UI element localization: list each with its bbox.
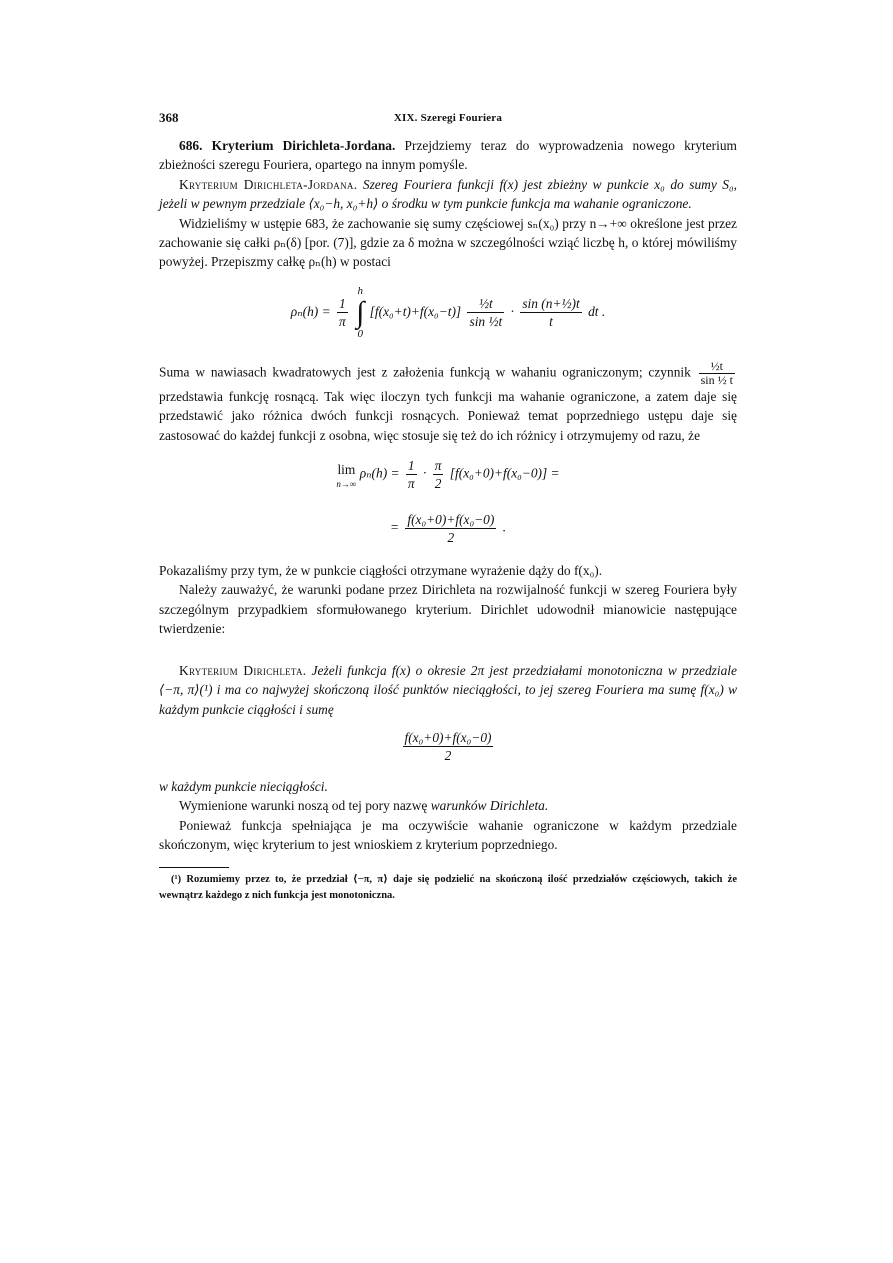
eq1-coef-denominator: π bbox=[339, 314, 346, 330]
eq2-expression: ρₙ(h) = bbox=[359, 465, 400, 481]
eq2-a-numerator: 1 bbox=[406, 457, 417, 475]
para5-text: Wymienione warunki noszą od tej pory nazwę bbox=[179, 798, 428, 814]
equation-rho-integral bbox=[159, 286, 737, 348]
paragraph-dirichlet-conditions bbox=[159, 796, 737, 815]
para2-text-a: Suma w nawiasach kwadratowych jest z założenia funkcją w wahaniu ograniczonym; czynnik bbox=[159, 364, 691, 380]
eq3-tail: . bbox=[502, 519, 507, 535]
eq2-a-denominator: π bbox=[407, 476, 415, 492]
criterion2-ending bbox=[159, 777, 737, 796]
paragraph-dirichlet-note: Należy zauważyć, że warunki podane przez Dirichleta na rozwijalność funkcji w szereg Fouriera były szczególnym przypadkiem sformułowanego kryterium. Dirichlet udowodnił mianowicie następujące twierdzenie: bbox=[159, 582, 737, 637]
paragraph-continuity-point: Pokazaliśmy przy tym, że w punkcie ciągłości otrzymane wyrażenie dąży do f(x₀). bbox=[159, 563, 603, 579]
integral-sign bbox=[356, 286, 364, 340]
para5-emphasis: warunków Dirichleta. bbox=[430, 798, 549, 814]
paragraph-conclusion: Ponieważ funkcja spełniająca je ma oczywiście wahanie ograniczone w każdym przedziale skończonym, więc kryterium to jest wnioskiem z kryterium poprzedniego. bbox=[159, 817, 737, 853]
section-number: 686. bbox=[179, 138, 203, 153]
criterion-dirichlet-jordan bbox=[159, 175, 737, 214]
eq1-tail: dt . bbox=[588, 303, 606, 319]
eq2-b-numerator: π bbox=[434, 458, 442, 474]
eq3-fraction bbox=[405, 511, 496, 546]
eq1-bracket: [f(x₀+t)+f(x₀−t)] bbox=[369, 303, 462, 319]
para2-inline-fraction bbox=[699, 360, 735, 387]
criterion-dirichlet bbox=[159, 661, 737, 719]
section-intro bbox=[159, 136, 737, 175]
limit-subscript: n→∞ bbox=[336, 478, 357, 489]
eq1-coef-fraction bbox=[337, 295, 348, 330]
eq2-bracket: [f(x₀+0)+f(x₀−0)] = bbox=[449, 465, 560, 481]
eq1-fraction-sin bbox=[520, 295, 581, 330]
integral-lower-limit: 0 bbox=[357, 327, 363, 340]
eq2-dot: · bbox=[423, 465, 427, 481]
integral-upper-limit: h bbox=[357, 284, 363, 297]
equation-limit bbox=[159, 457, 737, 507]
criterion-label: Kryterium Dirichleta-Jordana. bbox=[179, 176, 358, 192]
eq4-numerator: f(x₀+0)+f(x₀−0) bbox=[404, 729, 492, 745]
section-title: Kryterium Dirichleta-Jordana. bbox=[211, 138, 396, 153]
paragraph-partial-sum: Widzieliśmy w ustępie 683, że zachowanie się sumy częściowej sₙ(x₀) przy n→+∞ określone jest przez zachowanie się całki ρₙ(δ) [por. (7)], gdzie za δ można w szczególności wziąć liczbę h, o której mówiliśmy powyżej. Przepiszmy całkę ρₙ(h) w postaci bbox=[159, 215, 737, 270]
running-title: XIX. Szeregi Fouriera bbox=[393, 112, 503, 124]
eq3-denominator: 2 bbox=[447, 530, 455, 546]
para2-text-b: przedstawia funkcję rosnącą. Tak więc iloczyn tych funkcji ma wahanie ograniczone, a zatem daje się przedstawić jako różnica dwóch funkcji rosnących. Ponieważ temat poprzedniego ustępu daje się zastosować do każdej funkcji z osobna, więc stosuje się też do ich różnicy i otrzymujemy od razu, że bbox=[159, 388, 737, 443]
eq1-f2-denominator: t bbox=[549, 314, 553, 330]
book-page bbox=[159, 108, 737, 904]
eq1-f1-numerator: ½t bbox=[467, 295, 504, 313]
para2-fraction-denominator: sin ½ t bbox=[700, 372, 733, 387]
eq1-dot: · bbox=[510, 303, 514, 319]
eq1-lhs: ρₙ(h) = bbox=[290, 303, 331, 319]
eq2-fraction-b bbox=[433, 457, 444, 492]
page-number: 368 bbox=[159, 110, 179, 125]
eq3-numerator: f(x₀+0)+f(x₀−0) bbox=[407, 512, 495, 528]
equation-limit-result bbox=[159, 511, 737, 551]
integral-symbol: ∫ bbox=[356, 295, 365, 329]
para2-fraction-numerator: ½t bbox=[699, 360, 735, 374]
criterion2-label: Kryterium Dirichleta. bbox=[179, 662, 307, 678]
equation-jump-average bbox=[159, 729, 737, 773]
criterion2-text: Jeżeli funkcja f(x) o okresie 2π jest przedziałami monotoniczna w przedziale ⟨−π, π⟩(¹) i ma co najwyżej skończoną ilość punktów nieciągłości, to jej szereg Fouriera ma sumę f(x₀) w każdym punkcie ciągłości i sumę bbox=[159, 662, 737, 717]
criterion2-ending-text: w każdym punkcie nieciągłości. bbox=[159, 778, 328, 794]
eq1-f1-denominator: sin ½t bbox=[469, 314, 503, 330]
criterion-text: Szereg Fouriera funkcji f(x) jest zbieżny w punkcie x₀ do sumy S₀, jeżeli w pewnym przedziale ⟨x₀−h, x₀+h⟩ o środku w tym punkcie funkcja ma wahanie ograniczone. bbox=[159, 176, 737, 212]
eq1-coef-numerator: 1 bbox=[337, 295, 348, 313]
eq4-fraction bbox=[403, 729, 494, 764]
eq1-f2-numerator: sin (n+½)t bbox=[522, 296, 580, 312]
eq2-fraction-a bbox=[406, 457, 417, 492]
eq2-b-denominator: 2 bbox=[434, 476, 442, 492]
section-intro-text: Przejdziemy teraz do wyprowadzenia nowego kryterium zbieżności szeregu Fouriera, opartego na innym pomyśle. bbox=[159, 138, 737, 173]
footnote-rule bbox=[159, 867, 229, 868]
footnote: (¹) Rozumiemy przez to, że przedział ⟨−π, π⟩ daje się podzielić na skończoną ilość przedziałów częściowych, takich że wewnątrz każdego z nich funkcja jest monotoniczna. bbox=[159, 873, 737, 901]
eq1-fraction-half-t bbox=[467, 295, 504, 330]
running-header bbox=[159, 108, 737, 130]
eq3-equals: = bbox=[389, 519, 399, 535]
limit-word: lim bbox=[337, 462, 356, 478]
eq4-denominator: 2 bbox=[444, 747, 452, 763]
paragraph-bounded-variation bbox=[159, 360, 737, 445]
limit-operator bbox=[336, 460, 356, 488]
